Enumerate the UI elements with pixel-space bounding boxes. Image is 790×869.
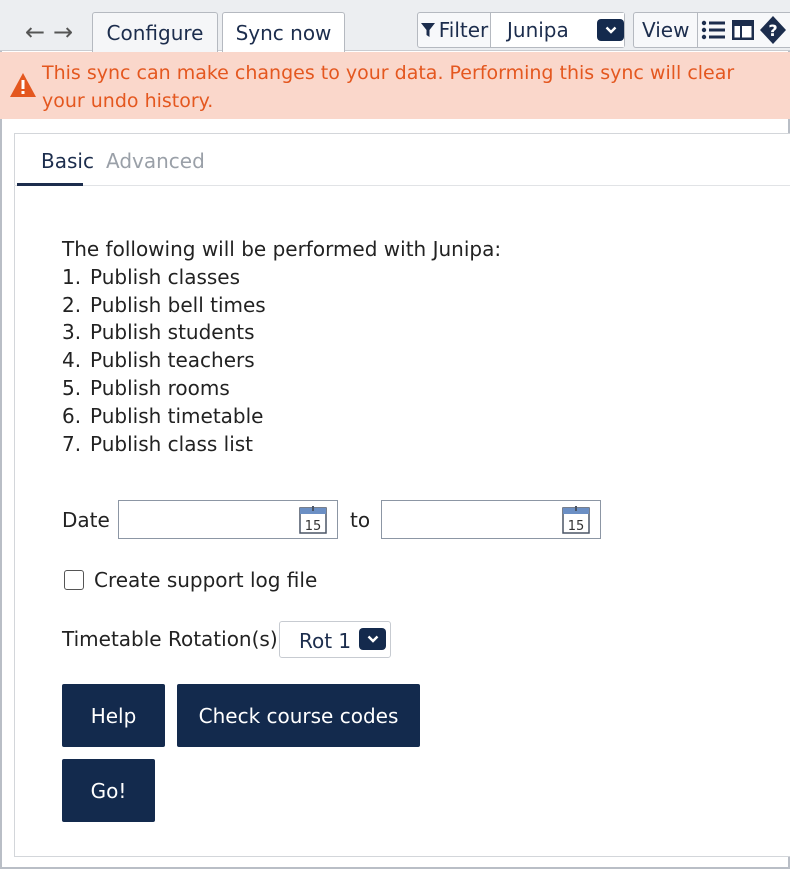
step-number: 5. xyxy=(62,375,82,400)
chevron-down-icon xyxy=(597,19,624,41)
list-item xyxy=(62,264,501,292)
toolbar xyxy=(0,0,790,51)
view-group xyxy=(633,12,790,48)
steps-list xyxy=(62,264,501,459)
rotation-select[interactable] xyxy=(279,621,391,658)
calendar-day: 15 xyxy=(567,519,585,534)
list-item xyxy=(62,319,501,347)
step-number: 3. xyxy=(62,320,82,345)
calendar-icon[interactable] xyxy=(562,505,590,534)
svg-text:?: ? xyxy=(768,21,779,40)
history-nav xyxy=(24,14,74,50)
step-label: Publish teachers xyxy=(90,348,255,373)
filter-group xyxy=(417,12,625,48)
list-view-button[interactable] xyxy=(698,13,728,47)
rotation-value: Rot 1 xyxy=(299,629,352,653)
step-label: Publish rooms xyxy=(90,375,230,400)
sub-tabs xyxy=(14,133,790,186)
list-item xyxy=(62,431,501,459)
step-label: Publish bell times xyxy=(90,292,266,317)
step-number: 7. xyxy=(62,431,82,456)
list-item xyxy=(62,403,501,431)
step-label: Publish students xyxy=(90,320,255,345)
tab-configure[interactable]: Configure xyxy=(92,12,218,52)
help-toolbar-button[interactable] xyxy=(758,13,788,47)
help-button[interactable]: Help xyxy=(62,684,165,747)
active-tab-indicator xyxy=(17,183,83,186)
date-to-field[interactable] xyxy=(381,500,601,539)
filter-select[interactable] xyxy=(491,13,624,47)
step-label: Publish class list xyxy=(90,431,254,456)
forward-arrow-icon[interactable]: → xyxy=(52,18,74,46)
check-course-codes-button[interactable]: Check course codes xyxy=(177,684,420,747)
warning-triangle-icon xyxy=(9,72,37,98)
date-label: Date xyxy=(62,508,110,532)
calendar-day: 15 xyxy=(304,519,322,534)
step-number: 4. xyxy=(62,348,82,373)
step-number: 1. xyxy=(62,264,82,289)
support-log-label: Create support log file xyxy=(94,568,318,592)
help-icon xyxy=(759,15,787,45)
step-label: Publish timetable xyxy=(90,403,264,428)
support-log-checkbox[interactable] xyxy=(64,570,84,590)
filter-icon xyxy=(420,21,436,39)
list-item xyxy=(62,375,501,403)
list-item xyxy=(62,347,501,375)
back-arrow-icon[interactable]: ← xyxy=(24,18,46,46)
list-item xyxy=(62,292,501,320)
step-number: 6. xyxy=(62,403,82,428)
tab-advanced[interactable]: Advanced xyxy=(106,149,205,173)
calendar-icon[interactable] xyxy=(299,505,327,534)
go-button[interactable]: Go! xyxy=(62,759,155,822)
view-button[interactable]: View xyxy=(634,13,698,47)
date-to-label: to xyxy=(350,508,371,532)
chevron-down-icon xyxy=(359,628,386,650)
filter-label: Filter xyxy=(438,18,489,42)
list-icon xyxy=(701,20,725,40)
filter-button[interactable] xyxy=(418,13,491,47)
filter-value: Junipa xyxy=(507,18,569,42)
warning-text: This sync can make changes to your data. Performing this sync will clear your undo history. xyxy=(42,62,735,112)
tab-basic[interactable]: Basic xyxy=(41,149,94,173)
layout-icon xyxy=(731,19,755,41)
step-number: 2. xyxy=(62,292,82,317)
intro-text: The following will be performed with Junipa: xyxy=(62,237,502,261)
tab-sync-now[interactable]: Sync now xyxy=(222,12,345,52)
rotation-label: Timetable Rotation(s) xyxy=(62,627,278,651)
step-label: Publish classes xyxy=(90,264,241,289)
layout-button[interactable] xyxy=(728,13,758,47)
date-from-field[interactable] xyxy=(118,500,338,539)
sync-description xyxy=(62,236,501,458)
